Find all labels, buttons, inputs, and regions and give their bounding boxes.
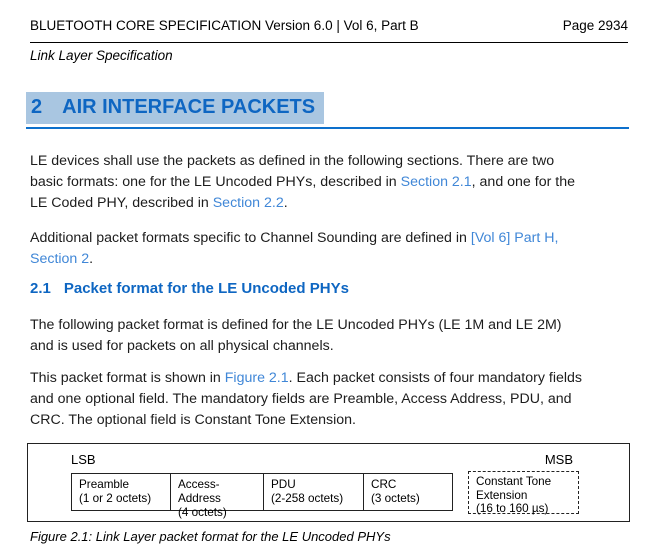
field-name: Constant Tone Extension <box>476 475 552 502</box>
body-text: The following packet format is defined for the LE Uncoded PHYs (LE 1M and LE 2M) <box>30 317 562 333</box>
cross-reference-link[interactable]: Figure 2.1 <box>224 370 289 386</box>
field-pdu <box>263 473 364 511</box>
body-text: and one optional field. The mandatory fields are Preamble, Access Address, PDU, and <box>30 391 572 407</box>
field-preamble <box>71 473 171 511</box>
field-name: PDU <box>271 478 296 491</box>
field-size: (1 or 2 octets) <box>79 492 152 505</box>
section-heading-rule <box>26 127 629 129</box>
header-divider <box>30 42 628 43</box>
section-number: 2 <box>31 96 43 118</box>
body-text: This packet format is shown in <box>30 370 225 386</box>
subsection-number: 2.1 <box>30 280 51 297</box>
field-size: (16 to 160 µs) <box>476 502 549 515</box>
paragraph <box>30 228 650 270</box>
field-size: (3 octets) <box>371 492 420 505</box>
cross-reference-link[interactable]: Section 2.2 <box>212 195 284 211</box>
page-number: Page 2934 <box>562 18 628 33</box>
body-text: . Each packet consists of four mandatory fields <box>288 370 583 386</box>
figure-caption: Figure 2.1: Link Layer packet format for the LE Uncoded PHYs <box>30 529 391 544</box>
lsb-label: LSB <box>71 452 96 467</box>
section-title: AIR INTERFACE PACKETS <box>62 96 316 118</box>
field-name: CRC <box>371 478 397 491</box>
page-header <box>30 18 628 33</box>
field-name: Preamble <box>79 478 130 491</box>
body-text: and is used for packets on all physical channels. <box>30 338 334 354</box>
field-access-address <box>170 473 264 519</box>
field-name: Access-Address <box>178 478 221 505</box>
field-crc <box>363 473 453 511</box>
document-subtitle: Link Layer Specification <box>30 48 173 63</box>
msb-label: MSB <box>544 452 573 467</box>
field-size: (2-258 octets) <box>271 492 344 505</box>
body-text: Additional packet formats specific to Channel Sounding are defined in <box>30 230 471 246</box>
selection-highlight <box>26 92 324 124</box>
body-text: CRC. The optional field is Constant Tone Extension. <box>30 412 356 428</box>
body-text: , and one for the <box>471 174 575 190</box>
body-text: . <box>89 251 94 267</box>
paragraph <box>30 315 650 357</box>
body-text: LE devices shall use the packets as defined in the following sections. There are two <box>30 153 555 169</box>
paragraph <box>30 151 650 214</box>
subsection-title: Packet format for the LE Uncoded PHYs <box>63 280 349 297</box>
body-text: LE Coded PHY, described in <box>30 195 213 211</box>
cross-reference-link[interactable]: Section 2 <box>30 251 90 267</box>
body-text: basic formats: one for the LE Uncoded PHYs, described in <box>30 174 401 190</box>
paragraph <box>30 368 650 431</box>
section-heading <box>26 92 324 124</box>
cross-reference-link[interactable]: Section 2.1 <box>400 174 472 190</box>
cross-reference-link[interactable]: [Vol 6] Part H, <box>470 230 559 246</box>
field-size: (4 octets) <box>178 506 227 519</box>
subsection-heading <box>30 280 349 297</box>
document-title: BLUETOOTH CORE SPECIFICATION Version 6.0 | Vol 6, Part B <box>30 18 419 33</box>
body-text: . <box>283 195 288 211</box>
field-constant-tone-extension <box>468 471 579 514</box>
packet-format-figure <box>27 443 630 522</box>
